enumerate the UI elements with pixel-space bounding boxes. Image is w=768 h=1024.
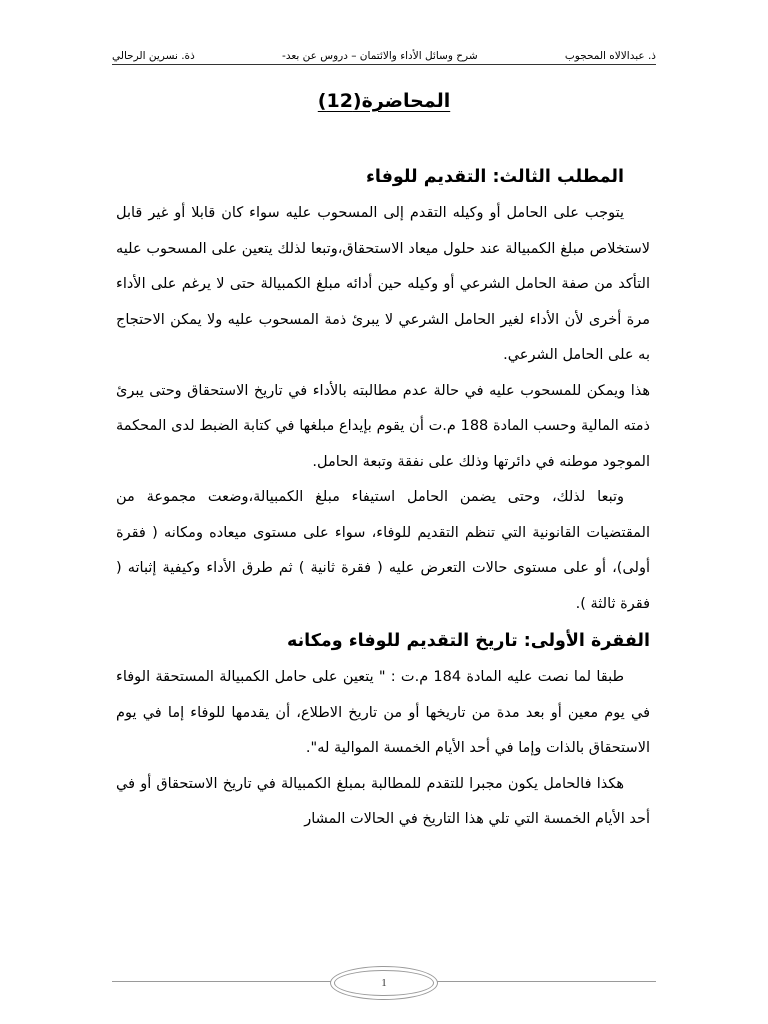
body-paragraph: طبقا لما نصت عليه المادة 184 م.ت : " يتعين على حامل الكمبيالة المستحقة الوفاء في يوم معين أو بعد مدة من تاريخها أو من تاريخ الاطلاع، أن يقدمها للوفاء إما في يوم الاستحقاق بالذات وإما في أحد الأيام الخمسة الموالية له". — [116, 669, 650, 756]
page-header — [112, 40, 656, 62]
lecture-title: المحاضرة(12) — [317, 90, 451, 112]
body-paragraph: هكذا فالحامل يكون مجبرا للتقدم للمطالبة بمبلغ الكمبيالة في تاريخ الاستحقاق أو في أحد الأيام الخمسة التي تلي هذا التاريخ في الحالات المشار — [116, 775, 650, 827]
body-paragraph: وتبعا لذلك، وحتى يضمن الحامل استيفاء مبلغ الكمبيالة،وضعت مجموعة من المقتضيات القانونية التي تنظم التقديم للوفاء، سواء على مستوى ميعاده ومكانه ( فقرة أولى)، أو على مستوى حالات التعرض عليه ( فقرة ثانية ) ثم طرق الأداء وكيفية إثباته ( فقرة ثالثة ). — [116, 489, 650, 612]
body-paragraph: يتوجب على الحامل أو وكيله التقدم إلى المسحوب عليه سواء كان قابلا أو غير قابل لاستخلاص مبلغ الكمبيالة عند حلول ميعاد الاستحقاق،وتبعا لذلك يتعين على المسحوب عليه التأكد من صفة الحامل الشرعي أو وكيله حين أدائه مبلغ الكمبيالة حتى لا يرغم على الأداء مرة أخرى لأن الأداء لغير الحامل الشرعي لا يبرئ ذمة المسحوب عليه ولا يمكن الاحتجاج به على الحامل الشرعي. — [116, 205, 650, 363]
page-footer — [0, 964, 768, 1004]
header-divider — [112, 64, 656, 65]
header-author-right: ذ. عبدالالاه المحجوب — [564, 50, 656, 62]
body-paragraph: هذا ويمكن للمسحوب عليه في حالة عدم مطالبته بالأداء في تاريخ الاستحقاق وحتى يبرئ ذمته المالية وحسب المادة 188 م.ت أن يقوم بإيداع مبلغها في كتابة الضبط لدى المحكمة الموجود موطنه في دائرتها وذلك على نفقة وتبعة الحامل. — [116, 382, 650, 470]
document-body — [116, 158, 650, 838]
subsection-heading: الفقرة الأولى: تاريخ التقديم للوفاء ومكانه — [286, 631, 650, 651]
page-number-badge-inner — [334, 970, 434, 996]
page-number: 1 — [381, 977, 387, 989]
page-number-badge — [330, 966, 438, 1000]
header-course-title: شرح وسائل الأداء والائتمان – دروس عن بعد- — [282, 50, 478, 62]
header-author-left: ذة. نسرين الرحالي — [112, 50, 195, 62]
section-heading: المطلب الثالث: التقديم للوفاء — [365, 167, 624, 187]
